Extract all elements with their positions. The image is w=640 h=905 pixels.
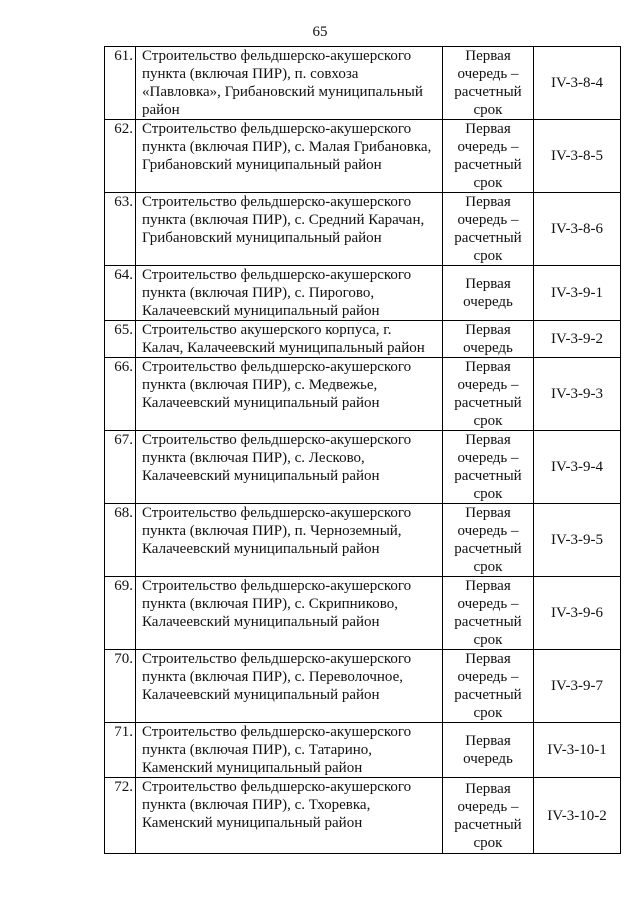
row-code: IV-3-10-2 (534, 778, 621, 854)
row-description: Строительство фельдшерско-акушерского пункта (включая ПИР), с. Средний Карачан, Грибановский муниципальный район (136, 193, 443, 266)
row-description: Строительство акушерского корпуса, г. Калач, Калачеевский муниципальный район (136, 321, 443, 358)
row-description: Строительство фельдшерско-акушерского пункта (включая ПИР), с. Татарино, Каменский муниципальный район (136, 723, 443, 778)
row-number: 71. (105, 723, 136, 778)
row-stage: Первая очередь – расчетный срок (443, 193, 534, 266)
row-stage: Первая очередь – расчетный срок (443, 120, 534, 193)
row-code: IV-3-9-5 (534, 504, 621, 577)
page-number: 65 (312, 24, 328, 40)
row-code: IV-3-8-4 (534, 47, 621, 120)
table-row (105, 193, 621, 266)
row-code: IV-3-8-5 (534, 120, 621, 193)
table-row (105, 47, 621, 120)
row-code: IV-3-9-3 (534, 358, 621, 431)
table-row (105, 358, 621, 431)
row-description: Строительство фельдшерско-акушерского пункта (включая ПИР), п. совхоза «Павловка», Грибановский муниципальный район (136, 47, 443, 120)
row-code: IV-3-9-1 (534, 266, 621, 321)
row-description: Строительство фельдшерско-акушерского пункта (включая ПИР), с. Переволочное, Калачеевский муниципальный район (136, 650, 443, 723)
row-stage: Первая очередь – расчетный срок (443, 577, 534, 650)
row-description: Строительство фельдшерско-акушерского пункта (включая ПИР), с. Малая Грибановка, Грибановский муниципальный район (136, 120, 443, 193)
table-row (105, 577, 621, 650)
row-code: IV-3-9-6 (534, 577, 621, 650)
table-row (105, 120, 621, 193)
table-row (105, 778, 621, 854)
row-stage: Первая очередь – расчетный срок (443, 431, 534, 504)
row-code: IV-3-9-7 (534, 650, 621, 723)
row-number: 66. (105, 358, 136, 431)
row-number: 64. (105, 266, 136, 321)
row-number: 65. (105, 321, 136, 358)
row-description: Строительство фельдшерско-акушерского пункта (включая ПИР), с. Тхоревка, Каменский муниципальный район (136, 778, 443, 854)
row-number: 63. (105, 193, 136, 266)
table-row (105, 504, 621, 577)
row-number: 70. (105, 650, 136, 723)
row-stage: Первая очередь (443, 321, 534, 358)
row-stage: Первая очередь – расчетный срок (443, 650, 534, 723)
row-number: 67. (105, 431, 136, 504)
row-number: 72. (105, 778, 136, 854)
row-number: 61. (105, 47, 136, 120)
row-stage: Первая очередь (443, 723, 534, 778)
row-description: Строительство фельдшерско-акушерского пункта (включая ПИР), п. Черноземный, Калачеевский муниципальный район (136, 504, 443, 577)
row-stage: Первая очередь – расчетный срок (443, 47, 534, 120)
table-row (105, 266, 621, 321)
row-description: Строительство фельдшерско-акушерского пункта (включая ПИР), с. Медвежье, Калачеевский муниципальный район (136, 358, 443, 431)
table-row (105, 431, 621, 504)
row-code: IV-3-10-1 (534, 723, 621, 778)
construction-table (104, 46, 621, 854)
row-code: IV-3-9-4 (534, 431, 621, 504)
table-row (105, 723, 621, 778)
row-code: IV-3-9-2 (534, 321, 621, 358)
row-stage: Первая очередь – расчетный срок (443, 504, 534, 577)
table-row (105, 650, 621, 723)
row-stage: Первая очередь – расчетный срок (443, 778, 534, 854)
row-stage: Первая очередь (443, 266, 534, 321)
row-number: 68. (105, 504, 136, 577)
row-stage: Первая очередь – расчетный срок (443, 358, 534, 431)
row-description: Строительство фельдшерско-акушерского пункта (включая ПИР), с. Лесково, Калачеевский муниципальный район (136, 431, 443, 504)
row-number: 69. (105, 577, 136, 650)
row-description: Строительство фельдшерско-акушерского пункта (включая ПИР), с. Пирогово, Калачеевский муниципальный район (136, 266, 443, 321)
row-code: IV-3-8-6 (534, 193, 621, 266)
table-row (105, 321, 621, 358)
row-description: Строительство фельдшерско-акушерского пункта (включая ПИР), с. Скрипниково, Калачеевский муниципальный район (136, 577, 443, 650)
row-number: 62. (105, 120, 136, 193)
